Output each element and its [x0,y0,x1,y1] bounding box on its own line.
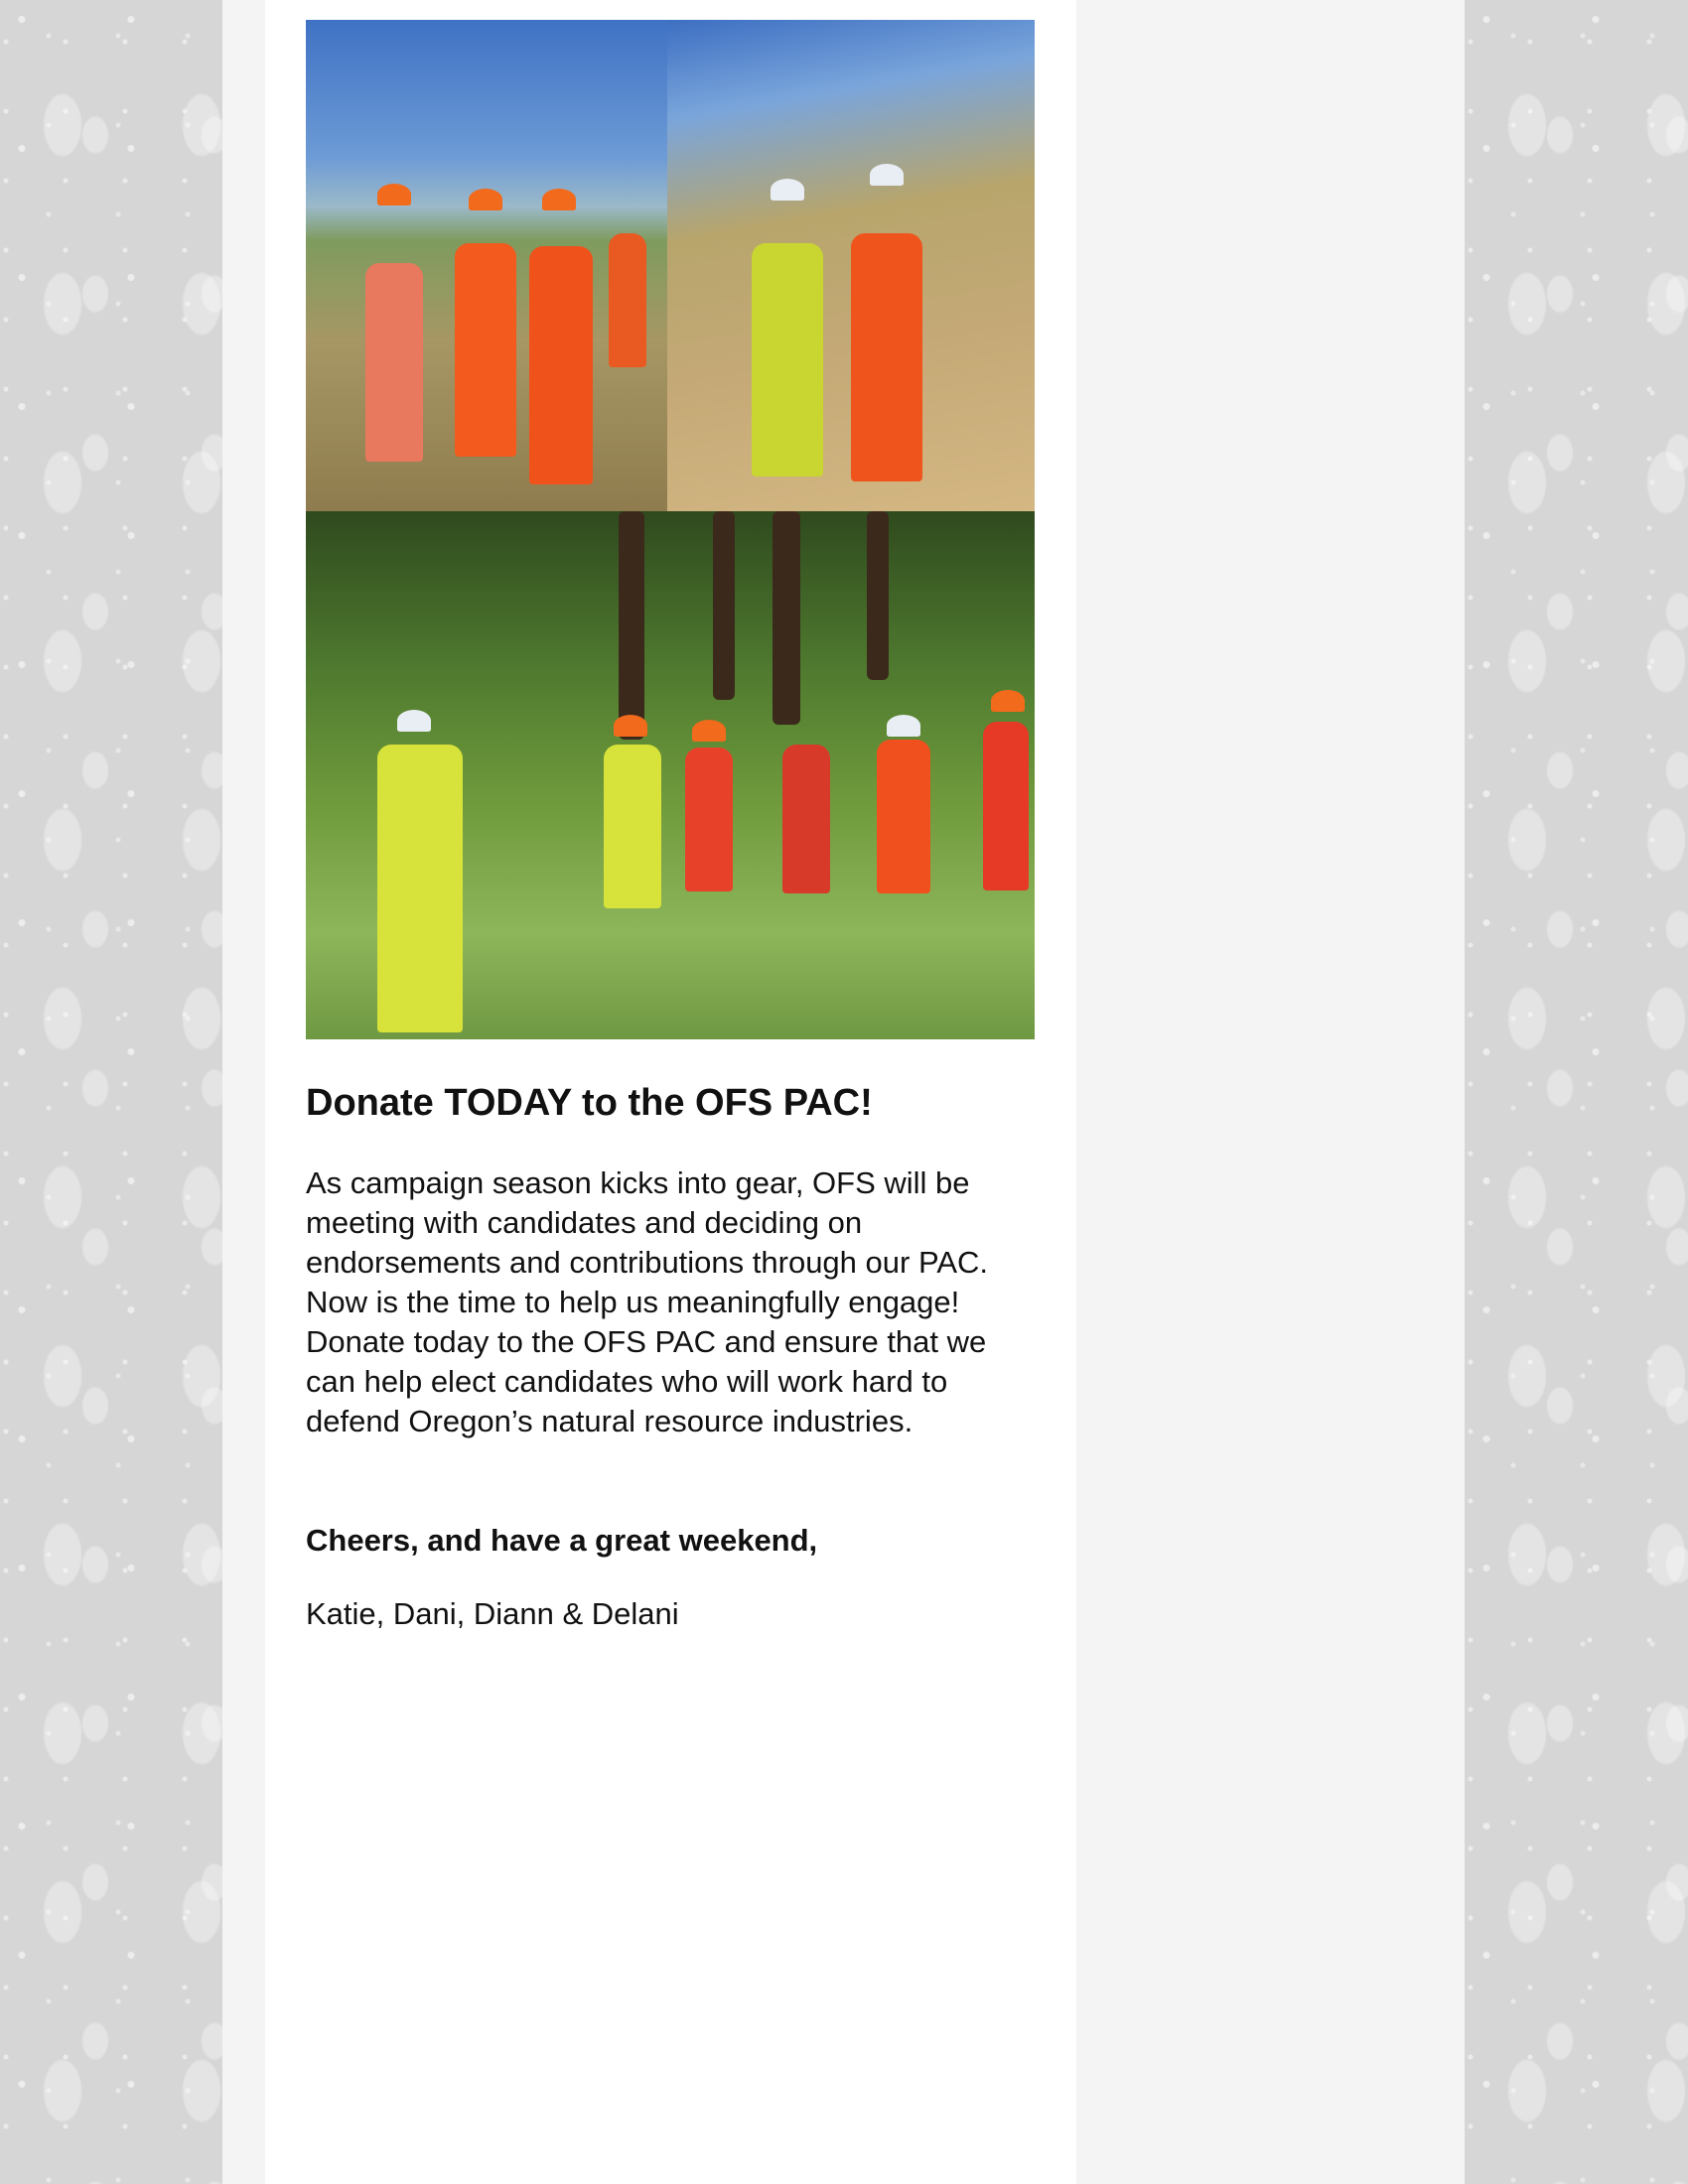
group-photo-hillside-women [306,20,667,511]
group-photo-forest-tour [306,511,1035,1039]
person-figure [752,243,823,477]
hard-hat [614,715,647,737]
decorative-pattern-right [1465,0,1688,2184]
person-figure [609,233,646,367]
person-figure [377,745,463,1032]
person-figure [983,722,1029,890]
closing-line: Cheers, and have a great weekend, [306,1523,818,1558]
signature: Katie, Dani, Diann & Delani [306,1596,679,1631]
hard-hat [397,710,431,732]
group-photo-hillside-men [667,20,1035,511]
hard-hat [542,189,576,210]
decorative-pattern-left [0,0,222,2184]
hard-hat [692,720,726,742]
newsletter-card [265,0,1076,2184]
person-figure [455,243,516,457]
hard-hat [771,179,804,201]
person-figure [529,246,593,484]
hard-hat [377,184,411,205]
hard-hat [870,164,904,186]
hard-hat [887,715,920,737]
tree-trunk [867,511,889,680]
tree-trunk [713,511,735,700]
person-figure [851,233,922,481]
pac-donate-heading: Donate TODAY to the OFS PAC! [306,1082,873,1124]
person-figure [877,740,930,893]
person-figure [685,748,733,891]
person-figure [782,745,830,893]
tree-trunk [619,511,644,740]
photo-collage [306,20,1035,1039]
hard-hat [991,690,1025,712]
tree-trunk [773,511,800,725]
person-figure [365,263,423,462]
person-figure [604,745,661,908]
hard-hat [469,189,502,210]
pac-donate-body: As campaign season kicks into gear, OFS will be meeting with candidates and deciding on endorsements and contributions through our PAC. Now is the time to help us meaningfully engage! Donate today to the OFS PAC and ensure that we can help elect candidates who will work hard to defend Oregon’s natural resource industries. [306,1165,988,1438]
